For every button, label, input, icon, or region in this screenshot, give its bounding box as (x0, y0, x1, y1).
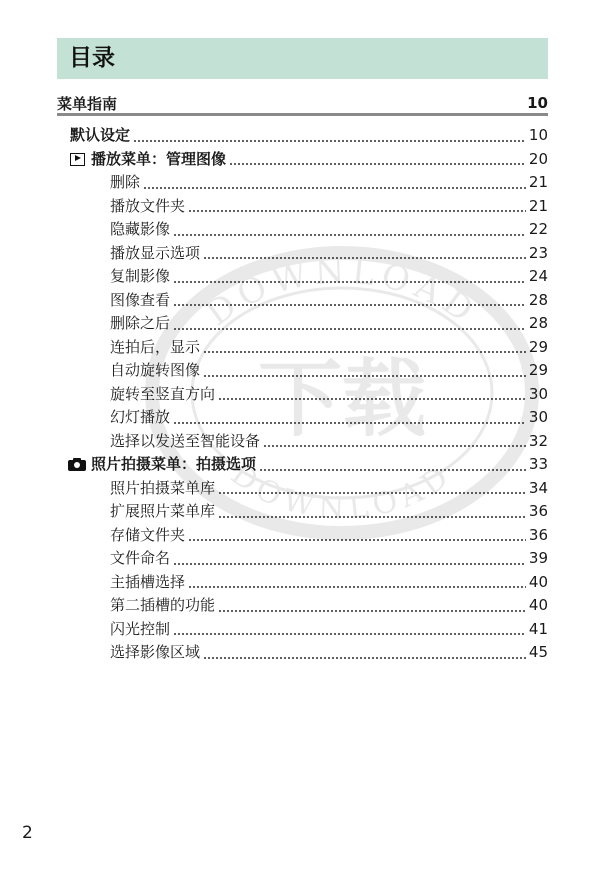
toc-entry-label (110, 359, 200, 382)
toc-entry-page: 34 (528, 478, 548, 497)
watermark-ring-bottom: D W O D (224, 456, 460, 526)
toc-entry-label (110, 430, 260, 453)
dot-leader (173, 294, 526, 306)
toc-entry-page: 39 (528, 549, 548, 567)
toc-entry-page: 23 (528, 243, 548, 262)
toc-entry-text: 主插槽选择 (110, 572, 186, 591)
toc-entry-page: 21 (528, 196, 548, 215)
toc-entry-label (110, 406, 170, 429)
toc-entry-text: 删除之后 (110, 314, 171, 332)
toc-entry-label (70, 124, 130, 147)
toc-entry-label (110, 524, 185, 547)
toc-entry[interactable] (110, 383, 548, 406)
dot-leader (218, 388, 526, 400)
toc-entry-page: 29 (528, 337, 548, 356)
toc-entry-label (110, 571, 185, 594)
toc-entry-label (110, 289, 170, 312)
dot-leader (173, 271, 526, 283)
toc-chapter-entry[interactable] (70, 124, 548, 147)
toc-entry-label (110, 218, 170, 241)
toc-entry-page: 45 (528, 643, 548, 661)
toc-entry-label (110, 242, 200, 265)
toc-entry[interactable] (110, 171, 548, 194)
dot-leader (133, 130, 526, 142)
toc-entry[interactable] (110, 312, 548, 335)
dot-leader (188, 576, 526, 588)
toc-entry-label (110, 312, 170, 335)
watermark-ring-top: DO AD (198, 264, 486, 335)
page-number: 2 (22, 823, 33, 843)
toc-entry-label (110, 383, 215, 406)
toc-entry-page: 40 (528, 572, 548, 591)
toc-entry-page: 41 (528, 619, 548, 638)
toc-entry[interactable] (110, 218, 548, 241)
camera-icon (68, 458, 86, 471)
toc-entry-text: 闪光控制 (110, 619, 171, 638)
toc-entry-page: 33 (528, 455, 548, 473)
toc-entry[interactable] (110, 430, 548, 453)
toc-entry[interactable] (110, 406, 548, 429)
section-title: 菜单指南 (57, 94, 118, 113)
toc-entry[interactable] (110, 571, 548, 594)
dot-leader (173, 623, 526, 635)
toc-entry-page: 30 (528, 408, 548, 426)
dot-leader (218, 506, 526, 518)
toc-entry-text: 照片拍摄菜单：拍摄选项 (91, 455, 257, 473)
dot-leader (203, 247, 526, 259)
toc-entry-page: 30 (528, 384, 548, 403)
toc-entry-label (110, 500, 215, 523)
toc-header: 目录 (57, 38, 548, 79)
dot-leader (188, 529, 526, 541)
dot-leader (203, 341, 526, 353)
toc-entry-text: 幻灯播放 (110, 408, 171, 426)
dot-leader (173, 412, 526, 424)
toc-entry[interactable] (110, 524, 548, 547)
toc-entry-label (110, 477, 215, 500)
toc-chapter-entry[interactable] (70, 148, 548, 171)
playback-icon (70, 153, 85, 166)
toc-entry-text: 默认设定 (70, 126, 131, 144)
toc-entry[interactable] (110, 242, 548, 265)
toc-entry-page: 28 (528, 314, 548, 332)
toc-entry-label (70, 148, 226, 171)
toc-entry[interactable] (110, 195, 548, 218)
toc-entry-text: 选择以发送至智能设备 (110, 431, 261, 450)
section-page: 10 (527, 94, 548, 112)
toc-entry-page: 32 (528, 431, 548, 450)
toc-entry-page: 28 (528, 290, 548, 309)
toc-entry-label (110, 618, 170, 641)
toc-entry-page: 24 (528, 267, 548, 285)
dot-leader (218, 482, 526, 494)
dot-leader (173, 318, 526, 330)
toc-entry[interactable] (110, 618, 548, 641)
toc-entry[interactable] (110, 289, 548, 312)
toc-entry-text: 图像查看 (110, 290, 171, 309)
toc-entry-text: 删除 (110, 173, 141, 191)
toc-entry-label (110, 547, 170, 570)
toc-entry[interactable] (110, 594, 548, 617)
toc-entry-label (110, 641, 200, 664)
toc-entry-page: 20 (528, 149, 548, 168)
toc-entry-page: 29 (528, 361, 548, 379)
dot-leader (188, 200, 526, 212)
dot-leader (218, 600, 526, 612)
section-divider (57, 113, 548, 116)
toc-entry-label (110, 265, 170, 288)
toc-entry[interactable] (110, 500, 548, 523)
toc-entry-text: 复制影像 (110, 267, 171, 285)
toc-entry-text: 扩展照片菜单库 (110, 502, 216, 520)
dot-leader (229, 153, 526, 165)
toc-entry-text: 播放显示选项 (110, 243, 201, 262)
toc-entry-text: 存储文件夹 (110, 525, 186, 544)
toc-entry-page: 36 (528, 502, 548, 520)
toc-entry[interactable] (110, 641, 548, 664)
toc-entry-label (110, 336, 200, 359)
toc-entry-text: 第二插槽的功能 (110, 596, 216, 614)
toc-entry-label (110, 594, 215, 617)
toc-entry-text: 旋转至竖直方向 (110, 384, 216, 403)
toc-entry-label (70, 453, 256, 476)
toc-entry-page: 10 (528, 126, 548, 144)
toc-entry-text: 选择影像区域 (110, 643, 201, 661)
toc-entry-text: 文件命名 (110, 549, 171, 567)
toc-entry[interactable] (110, 265, 548, 288)
toc-entry-text: 播放菜单：管理图像 (91, 149, 227, 168)
toc-entry-page: 22 (528, 220, 548, 238)
dot-leader (173, 224, 526, 236)
toc-entry-page: 36 (528, 525, 548, 544)
toc-entry-text: 连拍后，显示 (110, 337, 201, 356)
toc-entry-text: 播放文件夹 (110, 196, 186, 215)
toc-entry-text: 自动旋转图像 (110, 361, 201, 379)
dot-leader (203, 647, 526, 659)
toc-entry-page: 40 (528, 596, 548, 614)
toc-entry-text: 隐藏影像 (110, 220, 171, 238)
toc-entry-label (110, 171, 140, 194)
toc-entry-label (110, 195, 185, 218)
toc-entry[interactable] (110, 359, 548, 382)
dot-leader (263, 435, 526, 447)
toc-entry-text: 照片拍摄菜单库 (110, 478, 216, 497)
dot-leader (203, 365, 526, 377)
dot-leader (259, 459, 526, 471)
toc-entry[interactable] (110, 477, 548, 500)
toc-entry[interactable] (110, 547, 548, 570)
toc-entry-page: 21 (528, 173, 548, 191)
dot-leader (143, 177, 526, 189)
toc-entry[interactable] (110, 336, 548, 359)
dot-leader (173, 553, 526, 565)
toc-chapter-entry[interactable] (70, 453, 548, 476)
